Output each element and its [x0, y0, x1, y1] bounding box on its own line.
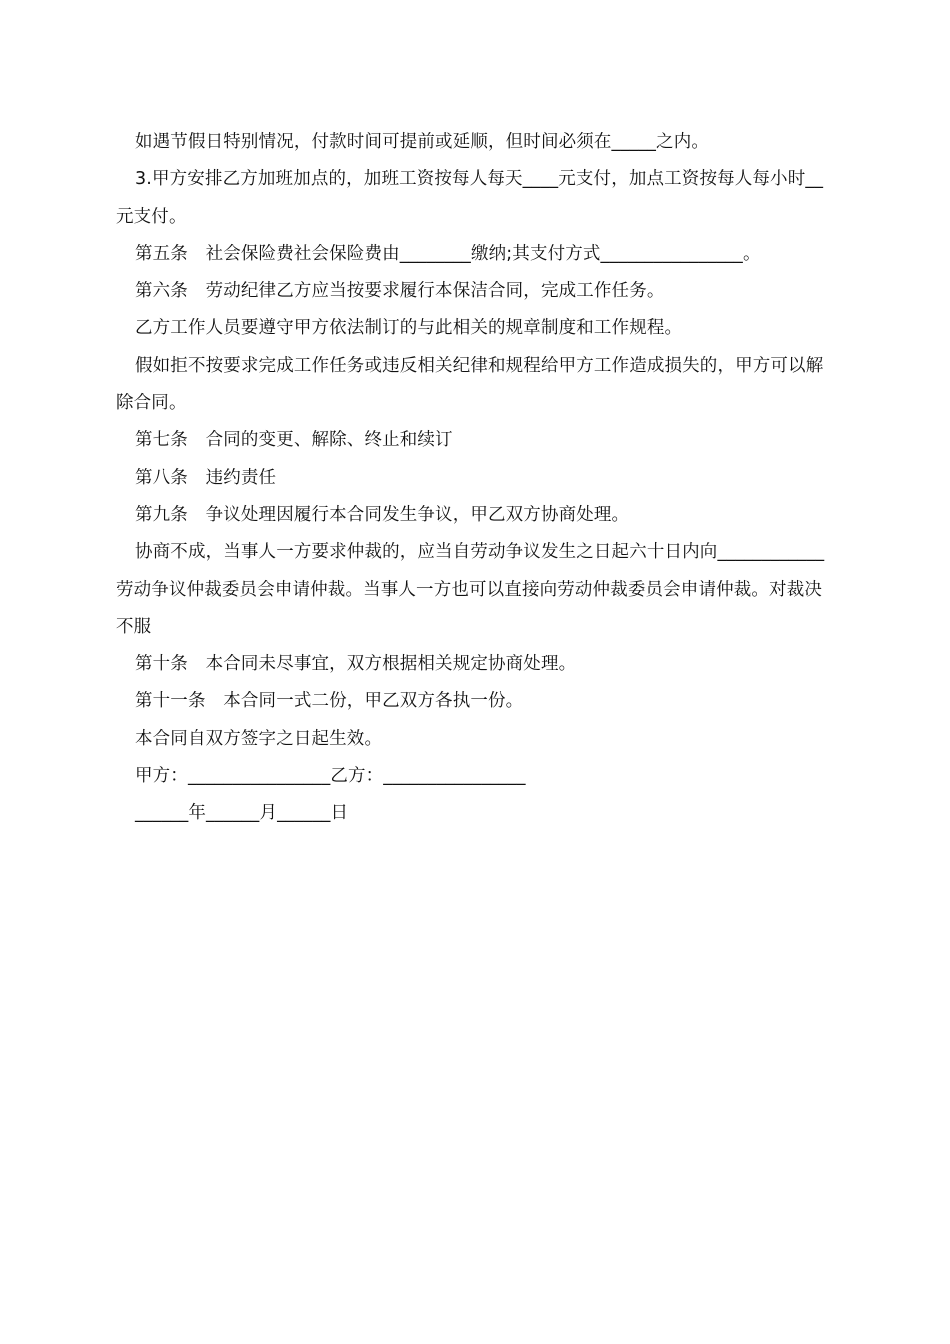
document-body	[116, 124, 838, 833]
paragraph-article-9: 第九条 争议处理因履行本合同发生争议，甲乙双方协商处理。	[135, 504, 630, 525]
signature-line: 甲方：________________乙方：________________	[135, 766, 526, 787]
date-line: ______年______月______日	[135, 803, 349, 824]
paragraph-termination: 假如拒不按要求完成工作任务或违反相关纪律和规程给甲方工作造成损失的，甲方可以解除合同。	[116, 355, 824, 414]
paragraph-article-6: 第六条 劳动纪律乙方应当按要求履行本保洁合同，完成工作任务。	[135, 281, 665, 302]
paragraph-article-5: 第五条 社会保险费社会保险费由________缴纳;其支付方式________________。	[135, 243, 761, 264]
paragraph-payment-holiday: 如遇节假日特别情况，付款时间可提前或延顺，但时间必须在_____之内。	[135, 132, 709, 152]
paragraph-article-11: 第十一条 本合同一式二份，甲乙双方各执一份。	[135, 691, 524, 712]
paragraph-article-10: 第十条 本合同未尽事宜，双方根据相关规定协商处理。	[135, 654, 577, 675]
paragraph-effective: 本合同自双方签字之日起生效。	[135, 728, 383, 749]
paragraph-article-7: 第七条 合同的变更、解除、终止和续订	[135, 430, 453, 451]
paragraph-arbitration: 协商不成，当事人一方要求仲裁的，应当自劳动争议发生之日起六十日内向____________劳动争议仲裁委员会申请仲裁。当事人一方也可以直接向劳动仲裁委员会申请仲裁。对裁决不服	[116, 542, 825, 637]
paragraph-staff-rules: 乙方工作人员要遵守甲方依法制订的与此相关的规章制度和工作规程。	[135, 318, 683, 339]
paragraph-overtime-pay: 3.甲方安排乙方加班加点的，加班工资按每人每天____元支付，加点工资按每人每小时__元支付。	[116, 169, 824, 227]
paragraph-article-8: 第八条 违约责任	[135, 467, 277, 488]
